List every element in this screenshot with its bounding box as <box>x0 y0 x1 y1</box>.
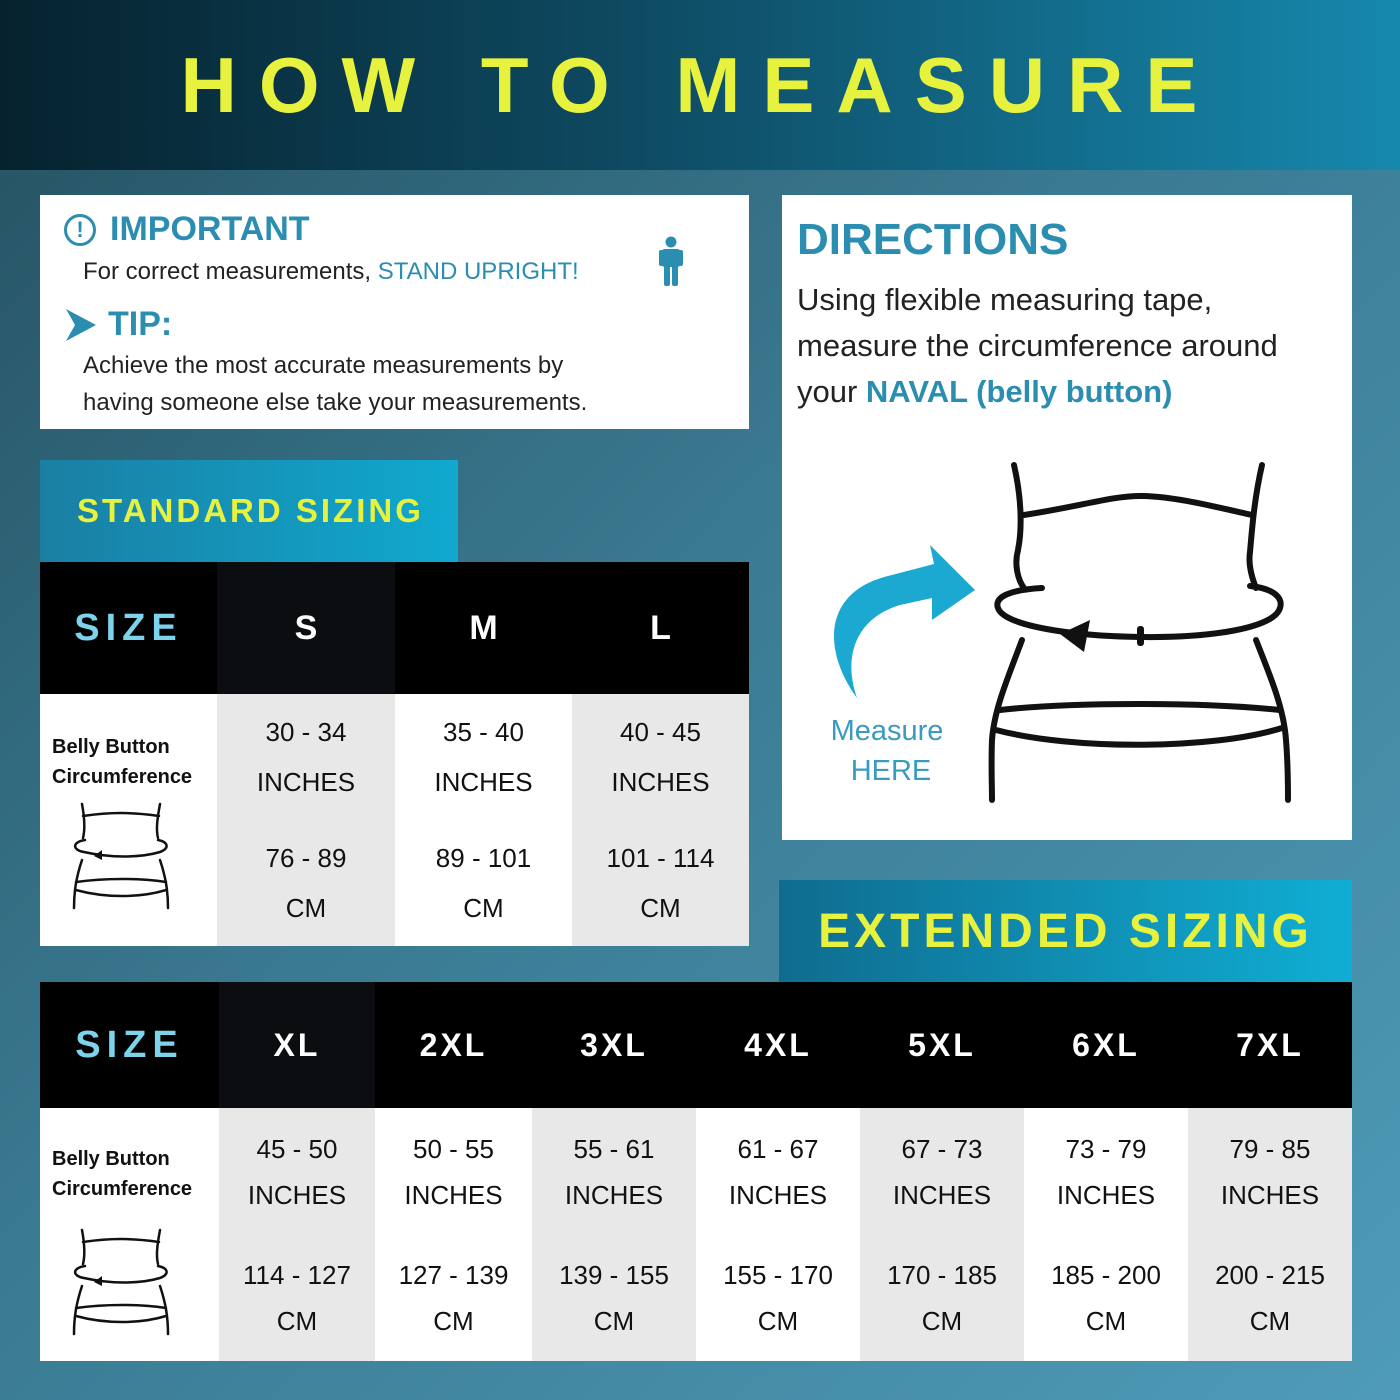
size-header: SIZE <box>40 982 219 1108</box>
size-5xl-header: 5XL <box>860 982 1024 1108</box>
measure-label-1: Measure <box>830 715 944 747</box>
extended-header-row <box>40 982 1352 1108</box>
important-text: For correct measurements, STAND UPRIGHT! <box>83 258 579 285</box>
page-title: HOW TO MEASURE <box>180 40 1220 129</box>
standard-header-row <box>40 562 749 694</box>
naval-highlight: NAVAL (belly button) <box>865 374 1173 409</box>
size-m-values: 35 - 40 INCHES 89 - 101 CM <box>395 694 572 946</box>
extended-sizing-banner: EXTENDED SIZING <box>779 880 1352 982</box>
stand-upright-highlight: STAND UPRIGHT! <box>377 258 579 285</box>
measure-label-2: HERE <box>850 755 932 787</box>
directions-title: DIRECTIONS <box>797 215 1069 264</box>
size-3xl-values: 55 - 61 INCHES 139 - 155 CM <box>532 1108 696 1361</box>
size-xl-values: 45 - 50 INCHES 114 - 127 CM <box>219 1108 375 1361</box>
belly-button-label: Belly Button Circumference <box>52 1148 193 1200</box>
size-l-header: L <box>572 562 749 694</box>
size-2xl-header: 2XL <box>375 982 532 1108</box>
header-banner <box>0 0 1400 170</box>
size-4xl-values: 61 - 67 INCHES 155 - 170 CM <box>696 1108 860 1361</box>
standard-sizing-table <box>40 562 749 946</box>
waist-icon <box>70 800 180 915</box>
important-heading <box>64 210 310 249</box>
extended-data-row <box>40 1108 1352 1361</box>
standard-sizing-banner: STANDARD SIZING <box>40 460 458 562</box>
directions-line-2: measure the circumference around <box>797 328 1278 363</box>
size-6xl-values: 73 - 79 INCHES 185 - 200 CM <box>1024 1108 1188 1361</box>
row-label-cell <box>40 1108 219 1361</box>
size-6xl-header: 6XL <box>1024 982 1188 1108</box>
exclamation-circle-icon: ! <box>64 214 96 246</box>
waist-icon <box>70 1226 180 1341</box>
tip-text-line-1: Achieve the most accurate measurements by <box>83 352 564 379</box>
tip-heading <box>64 305 172 344</box>
tip-text-line-2: having someone else take your measurements. <box>83 389 588 416</box>
belly-button-label: Belly Button Circumference <box>52 736 193 788</box>
size-xl-header: XL <box>219 982 375 1108</box>
size-3xl-header: 3XL <box>532 982 696 1108</box>
row-label-cell <box>40 694 217 946</box>
extended-sizing-table <box>40 982 1352 1361</box>
directions-line-1: Using flexible measuring tape, <box>797 282 1213 317</box>
size-s-header: S <box>217 562 395 694</box>
size-4xl-header: 4XL <box>696 982 860 1108</box>
size-header: SIZE <box>40 562 217 694</box>
size-l-values: 40 - 45 INCHES 101 - 114 CM <box>572 694 749 946</box>
size-s-values: 30 - 34 INCHES 76 - 89 CM <box>217 694 395 946</box>
size-5xl-values: 67 - 73 INCHES 170 - 185 CM <box>860 1108 1024 1361</box>
size-7xl-values: 79 - 85 INCHES 200 - 215 CM <box>1188 1108 1352 1361</box>
important-title: IMPORTANT <box>110 210 310 248</box>
standard-data-row <box>40 694 749 946</box>
person-icon <box>658 236 684 288</box>
size-7xl-header: 7XL <box>1188 982 1352 1108</box>
size-m-header: M <box>395 562 572 694</box>
tip-title: TIP: <box>108 305 173 343</box>
directions-line-3: your NAVAL (belly button) <box>797 374 1173 409</box>
arrow-right-icon <box>64 307 98 343</box>
size-2xl-values: 50 - 55 INCHES 127 - 139 CM <box>375 1108 532 1361</box>
